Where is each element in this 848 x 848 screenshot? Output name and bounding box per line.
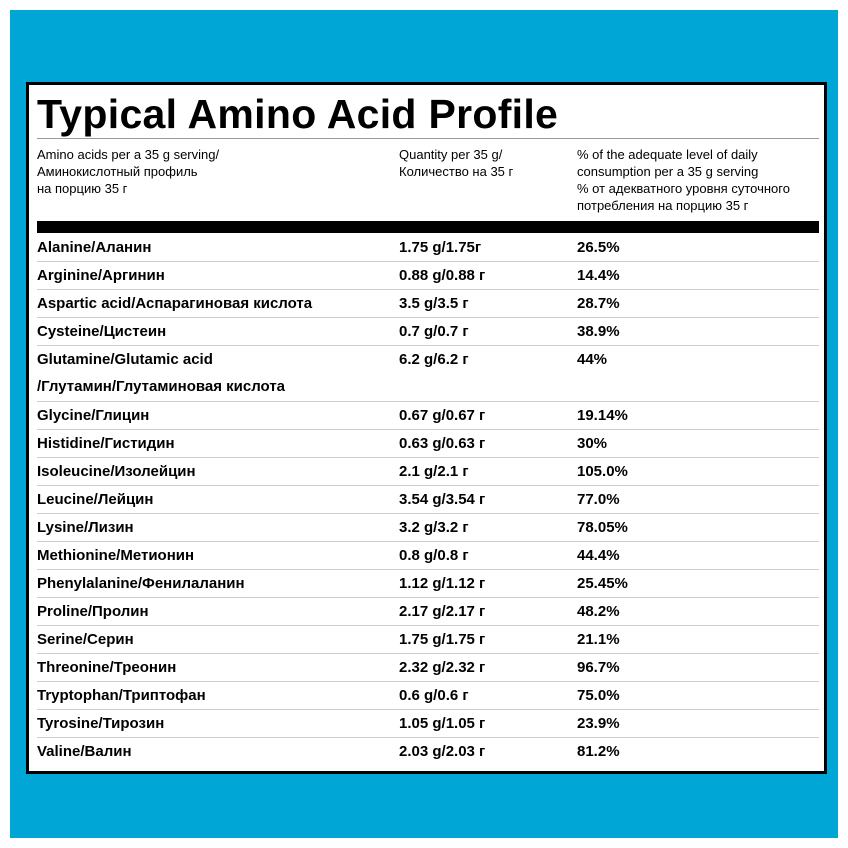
amino-name: Threonine/Треонин bbox=[37, 659, 177, 676]
table-row bbox=[37, 626, 819, 654]
amino-name: Valine/Валин bbox=[37, 743, 132, 760]
amino-name: Arginine/Аргинин bbox=[37, 267, 165, 284]
amino-name: Glycine/Глицин bbox=[37, 407, 150, 424]
header-quantity-line-2: Количество на 35 г bbox=[399, 164, 514, 179]
amino-quantity: 3.5 g/3.5 г bbox=[399, 295, 469, 312]
amino-percent: 44% bbox=[577, 351, 608, 368]
amino-quantity: 1.75 g/1.75 г bbox=[399, 631, 486, 648]
amino-name: Cysteine/Цистеин bbox=[37, 323, 167, 340]
table-row bbox=[37, 654, 819, 682]
amino-percent: 30% bbox=[577, 435, 608, 452]
table-row bbox=[37, 570, 819, 598]
amino-percent: 81.2% bbox=[577, 743, 620, 760]
amino-percent: 26.5% bbox=[577, 239, 620, 256]
amino-quantity: 0.67 g/0.67 г bbox=[399, 407, 486, 424]
table-row bbox=[37, 430, 819, 458]
table-row bbox=[37, 318, 819, 346]
table-row bbox=[37, 682, 819, 710]
amino-percent: 14.4% bbox=[577, 267, 620, 284]
table-row bbox=[37, 514, 819, 542]
header-percent bbox=[577, 146, 790, 214]
amino-quantity: 0.7 g/0.7 г bbox=[399, 323, 469, 340]
nutrition-panel bbox=[26, 82, 827, 774]
amino-quantity: 2.03 g/2.03 г bbox=[399, 743, 486, 760]
amino-quantity: 0.63 g/0.63 г bbox=[399, 435, 486, 452]
amino-quantity: 0.8 g/0.8 г bbox=[399, 547, 469, 564]
header-percent-line-2: consumption per a 35 g serving bbox=[577, 164, 759, 179]
header-quantity bbox=[399, 146, 513, 180]
amino-quantity: 6.2 g/6.2 г bbox=[399, 351, 469, 368]
amino-percent: 48.2% bbox=[577, 603, 620, 620]
amino-name: Aspartic acid/Аспарагиновая кислота bbox=[37, 295, 313, 312]
amino-name: Isoleucine/Изолейцин bbox=[37, 463, 196, 480]
table-row bbox=[37, 738, 819, 765]
amino-quantity: 2.1 g/2.1 г bbox=[399, 463, 469, 480]
table-row bbox=[37, 234, 819, 262]
header-quantity-line-1: Quantity per 35 g/ bbox=[399, 147, 503, 162]
panel-title: Typical Amino Acid Profile bbox=[37, 91, 559, 137]
amino-percent: 77.0% bbox=[577, 491, 620, 508]
title-divider bbox=[37, 138, 819, 139]
table-row bbox=[37, 486, 819, 514]
table-row bbox=[37, 262, 819, 290]
amino-name: Methionine/Метионин bbox=[37, 547, 195, 564]
amino-name: Alanine/Аланин bbox=[37, 239, 152, 256]
amino-name-line-2: /Глутамин/Глутаминовая кислота bbox=[37, 378, 286, 395]
table-row bbox=[37, 290, 819, 318]
amino-name: Histidine/Гистидин bbox=[37, 435, 175, 452]
table-row bbox=[37, 458, 819, 486]
header-amino-line-1: Amino acids per a 35 g serving/ bbox=[37, 147, 220, 162]
amino-name: Lysine/Лизин bbox=[37, 519, 134, 536]
amino-name: Proline/Пролин bbox=[37, 603, 149, 620]
amino-name: Serine/Серин bbox=[37, 631, 134, 648]
header-amino-line-3: на порцию 35 г bbox=[37, 181, 128, 196]
amino-percent: 96.7% bbox=[577, 659, 620, 676]
amino-percent: 105.0% bbox=[577, 463, 628, 480]
amino-percent: 25.45% bbox=[577, 575, 628, 592]
amino-quantity: 0.88 g/0.88 г bbox=[399, 267, 486, 284]
amino-quantity: 3.2 g/3.2 г bbox=[399, 519, 469, 536]
amino-percent: 28.7% bbox=[577, 295, 620, 312]
header-percent-line-4: потребления на порцию 35 г bbox=[577, 198, 749, 213]
amino-name-line-1: Glutamine/Glutamic acid bbox=[37, 351, 213, 368]
amino-percent: 78.05% bbox=[577, 519, 628, 536]
amino-name: Tyrosine/Тирозин bbox=[37, 715, 165, 732]
header-percent-line-3: % от адекватного уровня суточного bbox=[577, 181, 790, 196]
amino-percent: 21.1% bbox=[577, 631, 620, 648]
amino-quantity: 3.54 g/3.54 г bbox=[399, 491, 486, 508]
amino-name: Phenylalanine/Фенилаланин bbox=[37, 575, 245, 592]
amino-quantity: 1.05 g/1.05 г bbox=[399, 715, 486, 732]
amino-name: Leucine/Лейцин bbox=[37, 491, 154, 508]
amino-quantity: 0.6 g/0.6 г bbox=[399, 687, 469, 704]
table-row bbox=[37, 598, 819, 626]
table-row bbox=[37, 346, 819, 402]
amino-percent: 19.14% bbox=[577, 407, 628, 424]
header-thick-divider bbox=[37, 221, 819, 233]
amino-percent: 23.9% bbox=[577, 715, 620, 732]
amino-percent: 38.9% bbox=[577, 323, 620, 340]
amino-name: Tryptophan/Триптофан bbox=[37, 687, 206, 704]
table-row bbox=[37, 542, 819, 570]
table-row bbox=[37, 402, 819, 430]
amino-name bbox=[37, 346, 285, 400]
amino-quantity: 2.32 g/2.32 г bbox=[399, 659, 486, 676]
header-amino-acids bbox=[37, 146, 219, 197]
amino-quantity: 2.17 g/2.17 г bbox=[399, 603, 486, 620]
amino-quantity: 1.75 g/1.75г bbox=[399, 239, 482, 256]
amino-acid-table bbox=[37, 234, 819, 765]
header-percent-line-1: % of the adequate level of daily bbox=[577, 147, 758, 162]
header-amino-line-2: Аминокислотный профиль bbox=[37, 164, 198, 179]
amino-percent: 75.0% bbox=[577, 687, 620, 704]
table-row bbox=[37, 710, 819, 738]
amino-quantity: 1.12 g/1.12 г bbox=[399, 575, 486, 592]
amino-percent: 44.4% bbox=[577, 547, 620, 564]
